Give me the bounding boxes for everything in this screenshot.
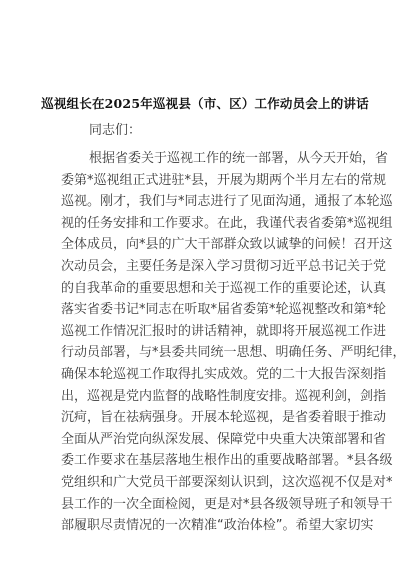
document-title: 巡视组长在2025年巡视县（市、区）工作动员会上的讲话 — [41, 96, 369, 111]
paragraph-line: 委工作要求在基层落地生根作出的重要战略部署。*县各级 — [61, 453, 393, 469]
paragraph-line: 全面从严治党向纵深发展、保障党中央重大决策部署和省 — [61, 431, 387, 447]
paragraph-line: 巡视。刚才，我们与*同志进行了见面沟通，通报了本轮巡 — [61, 194, 393, 210]
paragraph-line: 沉疴，旨在祛病强身。开展本轮巡视，是省委着眼于推动 — [61, 410, 387, 426]
paragraph-line: 委第*巡视组正式进驻*县，开展为期两个半月左右的常规 — [61, 172, 387, 188]
paragraph-line: 行动员部署，与*县委共同统一思想、明确任务、严明纪律， — [61, 345, 406, 361]
document-body — [61, 120, 406, 537]
paragraph-line: 确保本轮巡视工作取得扎实成效。党的二十大报告深刻指 — [61, 366, 387, 382]
body-paragraph — [61, 142, 406, 537]
salutation: 同志们： — [89, 123, 142, 138]
paragraph-line: 次动员会，主要任务是深入学习贯彻习近平总书记关于党 — [61, 258, 387, 274]
paragraph-line: 出，巡视是党内监督的战略性制度安排。巡视利剑，剑指 — [61, 388, 387, 404]
paragraph-line: 落实省委书记*同志在听取*届省委第*轮巡视整改和第*轮 — [61, 302, 387, 318]
paragraph-line: 的自我革命的重要思想和关于巡视工作的重要论述，认真 — [61, 280, 387, 296]
paragraph-line: 视的任务安排和工作要求。在此，我谨代表省委第*巡视组 — [61, 215, 393, 231]
paragraph-line: 巡视工作情况汇报时的讲话精神，就即将开展巡视工作进 — [61, 323, 387, 339]
paragraph-line: 县工作的一次全面检阅，更是对*县各级领导班子和领导干 — [61, 496, 393, 512]
paragraph-line: 全体成员，向*县的广大干部群众致以诚挚的问候！召开这 — [61, 237, 393, 253]
paragraph-line: 根据省委关于巡视工作的统一部署，从今天开始，省 — [89, 151, 389, 166]
paragraph-line: 部履职尽责情况的一次精准“政治体检”。希望大家切实 — [61, 518, 374, 534]
paragraph-line: 党组织和广大党员干部要深刻认识到，这次巡视不仅是对* — [61, 474, 393, 490]
